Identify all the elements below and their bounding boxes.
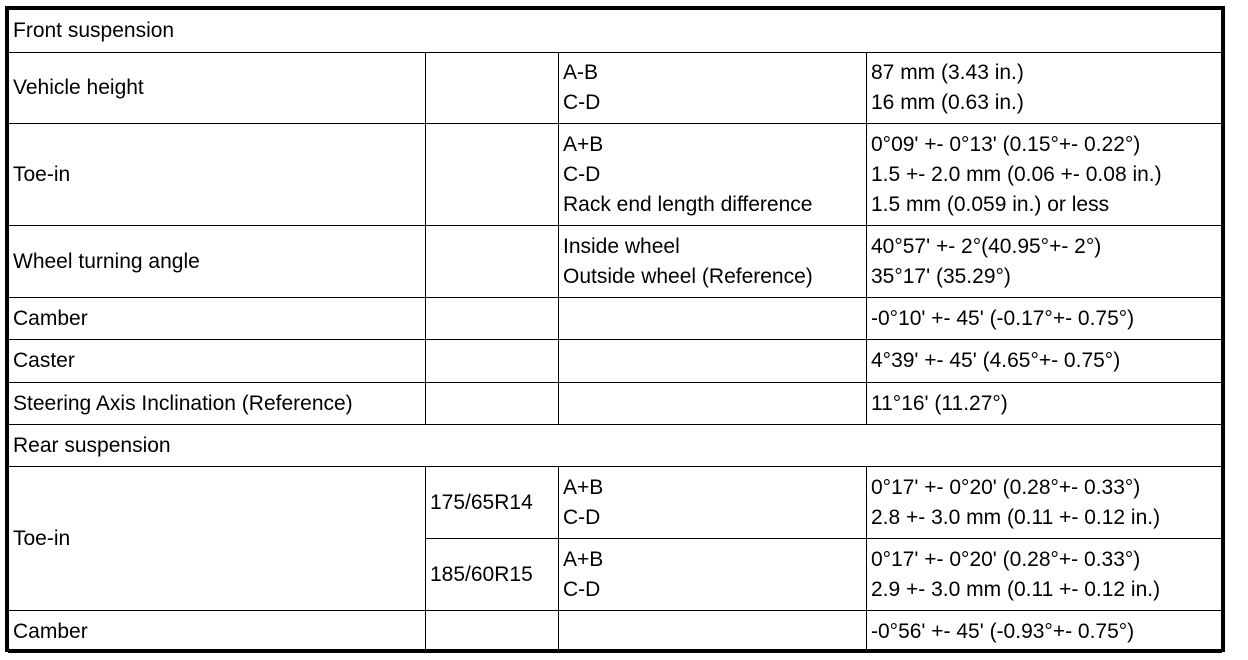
table-row [9,340,1222,383]
empty-cell [426,298,559,340]
empty-cell [426,340,559,383]
item-a-plus-b: A+B [563,547,604,571]
item-c-minus-d: C-D [563,505,601,529]
item-a-minus-b: A-B [563,61,599,84]
value-a-minus-b: 87 mm (3.43 in.) [871,61,1024,84]
value-c-minus-d: 2.8 +- 3.0 mm (0.11 +- 0.12 in.) [871,505,1161,529]
caster-value: 4°39' +- 45' (4.65°+- 0.75°) [867,340,1222,383]
wheel-turning-angle-items [559,226,867,298]
rear-section-row [9,425,1222,467]
vehicle-height-label: Vehicle height [9,53,426,124]
empty-cell [426,53,559,124]
item-outside-wheel: Outside wheel (Reference) [563,264,813,288]
caster-label: Caster [9,340,426,383]
front-section-heading: Front suspension [9,10,1222,53]
value-c-minus-d: 16 mm (0.63 in.) [871,91,1024,114]
empty-cell [559,611,867,653]
steering-axis-inclination-value: 11°16' (11.27°) [867,383,1222,425]
table-row [9,53,1222,124]
value-outside-wheel: 35°17' (35.29°) [871,264,1011,288]
front-toe-in-label: Toe-in [9,124,426,226]
front-camber-label: Camber [9,298,426,340]
vehicle-height-items [559,53,867,124]
empty-cell [426,226,559,298]
table-row [9,467,1222,539]
wheel-turning-angle-label: Wheel turning angle [9,226,426,298]
value-inside-wheel: 40°57' +- 2°(40.95°+- 2°) [871,234,1102,258]
rear-toe-in-items-r14 [559,467,867,539]
rear-toe-in-label: Toe-in [9,467,426,611]
tire-size-185-60r15: 185/60R15 [426,539,559,611]
empty-cell [559,298,867,340]
value-a-plus-b: 0°09' +- 0°13' (0.15°+- 0.22°) [871,132,1141,156]
front-toe-in-items [559,124,867,226]
value-a-plus-b: 0°17' +- 0°20' (0.28°+- 0.33°) [871,475,1141,499]
table-row [9,124,1222,226]
rear-camber-value: -0°56' +- 45' (-0.93°+- 0.75°) [867,611,1222,653]
rear-toe-in-items-r15 [559,539,867,611]
tire-size-175-65r14: 175/65R14 [426,467,559,539]
item-c-minus-d: C-D [563,162,601,186]
item-c-minus-d: C-D [563,91,601,114]
item-a-plus-b: A+B [563,132,604,156]
table-row [9,383,1222,425]
value-a-plus-b: 0°17' +- 0°20' (0.28°+- 0.33°) [871,547,1141,571]
front-toe-in-values [867,124,1222,226]
item-c-minus-d: C-D [563,577,601,601]
item-a-plus-b: A+B [563,475,604,499]
item-rack-end-length: Rack end length difference [563,192,813,216]
steering-axis-inclination-label: Steering Axis Inclination (Reference) [9,383,426,425]
rear-toe-in-values-r14 [867,467,1222,539]
vehicle-height-values [867,53,1222,124]
table-row [9,298,1222,340]
value-rack-end-length: 1.5 mm (0.059 in.) or less [871,192,1110,216]
rear-section-heading: Rear suspension [9,425,1222,467]
value-c-minus-d: 1.5 +- 2.0 mm (0.06 +- 0.08 in.) [871,162,1162,186]
specification-sheet [5,6,1225,652]
wheel-alignment-table [8,9,1222,653]
rear-toe-in-values-r15 [867,539,1222,611]
empty-cell [559,383,867,425]
empty-cell [426,124,559,226]
table-row [9,611,1222,653]
wheel-turning-angle-values [867,226,1222,298]
table-row [9,226,1222,298]
rear-camber-label: Camber [9,611,426,653]
front-camber-value: -0°10' +- 45' (-0.17°+- 0.75°) [867,298,1222,340]
empty-cell [559,340,867,383]
value-c-minus-d: 2.9 +- 3.0 mm (0.11 +- 0.12 in.) [871,577,1161,601]
empty-cell [426,383,559,425]
front-section-row [9,10,1222,53]
item-inside-wheel: Inside wheel [563,234,680,258]
empty-cell [426,611,559,653]
